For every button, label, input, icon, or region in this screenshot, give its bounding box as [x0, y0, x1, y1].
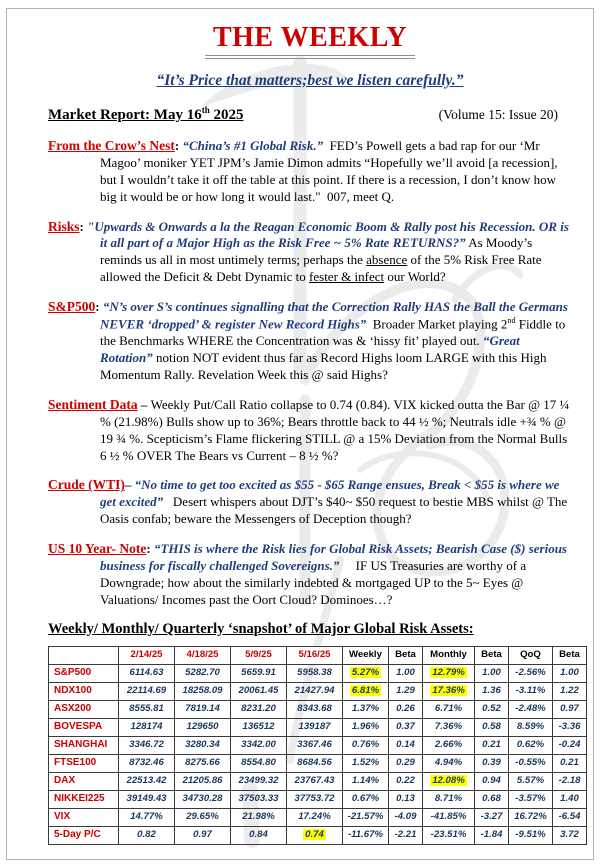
table-cell	[119, 736, 175, 754]
table-cell	[553, 736, 587, 754]
table-cell	[475, 790, 509, 808]
cell-value: 136512	[242, 720, 275, 732]
cell-value: -2.48%	[515, 702, 546, 714]
table-cell	[509, 700, 553, 718]
section-separator: :	[146, 541, 154, 557]
cell-value: -3.27	[480, 810, 503, 822]
cell-value: -3.36	[558, 720, 581, 732]
row-label: SHANGHAI	[49, 736, 119, 754]
cell-value: 3346.72	[129, 738, 164, 750]
cell-value: 1.00	[396, 666, 415, 678]
table-cell	[343, 700, 389, 718]
table-cell	[389, 736, 423, 754]
cell-value: 0.82	[137, 828, 156, 840]
cell-value: 20061.45	[238, 684, 279, 696]
row-label: 5-Day P/C	[49, 826, 119, 844]
table-cell	[231, 682, 287, 700]
cell-value: 37753.72	[294, 792, 335, 804]
table-cell	[231, 808, 287, 826]
table-cell	[509, 754, 553, 772]
table-cell	[553, 718, 587, 736]
cell-value: -3.11%	[515, 684, 546, 696]
section-separator: –	[137, 396, 151, 412]
table-body	[49, 664, 587, 844]
table-cell	[231, 772, 287, 790]
column-header: Beta	[553, 646, 587, 664]
cell-value: 22114.69	[126, 684, 167, 696]
row-label: S&P500	[49, 664, 119, 682]
table-cell	[423, 790, 475, 808]
column-header: QoQ	[509, 646, 553, 664]
table-cell	[343, 718, 389, 736]
table-cell	[423, 736, 475, 754]
table-cell	[423, 718, 475, 736]
table-cell	[553, 664, 587, 682]
cell-value: 23499.32	[238, 774, 279, 786]
text-segment-plain: Fiddle to the Benchmarks WHERE the Concentration was & ‘hissy fit’ played out.	[100, 316, 569, 349]
text-segment-quote: “N’s over S’s continues signalling that the Correction Rally HAS the Ball the Germans NEVER ‘dropped’ & register New Record Highs”	[100, 299, 572, 332]
table-cell	[231, 736, 287, 754]
cell-value: -41.85%	[430, 810, 467, 822]
text-segment-quote: “China’s #1 Global Risk.”	[182, 138, 324, 153]
cell-value: 1.00	[482, 666, 501, 678]
cell-value: 18258.09	[182, 684, 223, 696]
table-row	[49, 754, 587, 772]
table-cell	[389, 700, 423, 718]
cell-value: 128174	[130, 720, 163, 732]
text-segment-plain: notion NOT evident thus far as Record Highs loom LARGE with this High Momentum Rally. Revelation Week this @ said Highs?	[100, 350, 550, 383]
table-row	[49, 826, 587, 844]
cell-value: 0.67%	[351, 792, 380, 804]
cell-value: 34730.28	[182, 792, 223, 804]
text-segment-quote: “THIS is where the Risk lies for Global Risk Assets; Bearish Case ($) serious business for fiscally challenged Sovereigns.”	[100, 541, 571, 574]
table-cell	[287, 808, 343, 826]
table-cell	[287, 736, 343, 754]
text-segment-underline: absence	[366, 252, 408, 268]
cell-value: 5.57%	[516, 774, 545, 786]
cell-value: 5659.91	[241, 666, 276, 678]
cell-value: 23767.43	[294, 774, 335, 786]
cell-value: 39149.43	[126, 792, 167, 804]
section-risks	[48, 218, 572, 287]
cell-value: 0.21	[560, 756, 579, 768]
text-segment-plain: Broader Market playing 2	[366, 316, 508, 332]
section-sp500	[48, 298, 572, 384]
table-cell	[119, 790, 175, 808]
table-cell	[423, 682, 475, 700]
table-cell	[119, 682, 175, 700]
table-cell	[553, 808, 587, 826]
cell-value: 1.00	[560, 666, 579, 678]
cell-value: -2.18	[558, 774, 581, 786]
table-cell	[343, 772, 389, 790]
cell-value: -11.67%	[347, 828, 384, 840]
table-cell	[287, 754, 343, 772]
table-cell	[343, 736, 389, 754]
cell-value: 37503.33	[238, 792, 279, 804]
cell-value: 0.29	[396, 756, 415, 768]
cell-value: -23.51%	[430, 828, 467, 840]
highlighted-value: 12.79%	[432, 666, 465, 678]
cell-value: 8275.66	[185, 756, 220, 768]
cell-value: 8554.80	[241, 756, 276, 768]
cell-value: 1.22	[560, 684, 579, 696]
table-cell	[389, 772, 423, 790]
tagline-text: “It’s Price that matters;best we listen carefully.”	[156, 72, 464, 89]
table-cell	[231, 664, 287, 682]
cell-value: 1.96%	[351, 720, 380, 732]
table-cell	[509, 664, 553, 682]
cell-value: 6.71%	[434, 702, 463, 714]
table-cell	[423, 664, 475, 682]
cell-value: 22513.42	[126, 774, 167, 786]
page-title: THE WEEKLY	[205, 22, 415, 59]
table-cell	[119, 754, 175, 772]
table-cell	[119, 826, 175, 844]
table-cell	[287, 682, 343, 700]
cell-value: 0.68	[482, 792, 501, 804]
cell-value: -1.84	[480, 828, 503, 840]
cell-value: 8.71%	[434, 792, 463, 804]
column-header: Weekly	[343, 646, 389, 664]
cell-value: -4.09	[394, 810, 417, 822]
cell-value: 0.22	[396, 774, 415, 786]
table-title: Weekly/ Monthly/ Quarterly ‘snapshot’ of Major Global Risk Assets:	[48, 620, 474, 637]
cell-value: 7819.14	[185, 702, 220, 714]
table-cell	[175, 700, 231, 718]
table-row	[49, 682, 587, 700]
cell-value: 7.36%	[434, 720, 463, 732]
table-cell	[287, 664, 343, 682]
highlighted-value: 6.81%	[351, 684, 380, 696]
table-cell	[175, 718, 231, 736]
table-cell	[343, 682, 389, 700]
text-segment-quote: “Great Rotation”	[100, 333, 524, 366]
cell-value: 5958.38	[297, 666, 332, 678]
cell-value: 14.77%	[130, 810, 163, 822]
risk-assets-table	[48, 646, 587, 845]
highlighted-value: 17.36%	[432, 684, 465, 696]
cell-value: -2.21	[394, 828, 417, 840]
table-cell	[509, 772, 553, 790]
table-cell	[287, 772, 343, 790]
cell-value: 0.58	[482, 720, 501, 732]
cell-value: 0.94	[482, 774, 501, 786]
table-row	[49, 790, 587, 808]
table-cell	[475, 826, 509, 844]
report-header-row	[48, 105, 572, 124]
table-row	[49, 700, 587, 718]
cell-value: 0.26	[396, 702, 415, 714]
table-cell	[423, 772, 475, 790]
table-cell	[175, 682, 231, 700]
table-corner-cell	[49, 646, 119, 664]
text-segment-underline: fester & infect	[309, 269, 385, 285]
cell-value: 8343.68	[297, 702, 332, 714]
tagline	[48, 72, 572, 90]
row-label: ASX200	[49, 700, 119, 718]
table-cell	[509, 826, 553, 844]
table-cell	[119, 664, 175, 682]
table-cell	[287, 718, 343, 736]
table-cell	[389, 826, 423, 844]
cell-value: 3280.34	[185, 738, 220, 750]
row-label: FTSE100	[49, 754, 119, 772]
section-separator: :	[95, 299, 103, 315]
table-row	[49, 736, 587, 754]
table-cell	[553, 700, 587, 718]
table-cell	[475, 664, 509, 682]
text-segment-sup: nd	[507, 316, 516, 326]
cell-value: 8.59%	[516, 720, 545, 732]
text-segment-plain: Weekly Put/Call Ratio collapse to 0.74 (0.84). VIX kicked outta the Bar @ 17 ¼ % (21.98%) Bulls show up to 36%; Bears throttle back to 44 ½ %; Neutrals idle +¾ % @ 19 ¾ %. Scepticism’s Flame flickering STILL @ a 15% Deviation from the Normal Bulls 6 ½ % OVER The Bears vs Current – 8 ½ %?	[100, 396, 573, 463]
column-header: Monthly	[423, 646, 475, 664]
table-cell	[119, 808, 175, 826]
table-cell	[475, 772, 509, 790]
table-header-row	[49, 646, 587, 664]
table-cell	[287, 790, 343, 808]
cell-value: 1.37%	[351, 702, 380, 714]
table-cell	[175, 772, 231, 790]
section-crude-wti	[48, 476, 572, 528]
table-cell	[509, 682, 553, 700]
table-cell	[175, 790, 231, 808]
section-separator: –	[124, 477, 135, 493]
table-cell	[389, 718, 423, 736]
table-cell	[231, 826, 287, 844]
table-cell	[509, 736, 553, 754]
column-header: 2/14/25	[119, 646, 175, 664]
table-row	[49, 718, 587, 736]
cell-value: 129650	[186, 720, 219, 732]
column-header: Beta	[475, 646, 509, 664]
table-cell	[343, 808, 389, 826]
table-cell	[343, 790, 389, 808]
cell-value: 21.98%	[242, 810, 275, 822]
cell-value: 0.14	[396, 738, 415, 750]
highlighted-value: 5.27%	[351, 666, 380, 678]
cell-value: -0.55%	[515, 756, 546, 768]
cell-value: -3.57%	[515, 792, 546, 804]
section-separator: :	[174, 138, 183, 153]
cell-value: 6114.63	[129, 666, 164, 678]
table-cell	[231, 700, 287, 718]
row-label: NIKKEI225	[49, 790, 119, 808]
table-cell	[423, 826, 475, 844]
cell-value: 0.13	[396, 792, 415, 804]
section-heading: US 10 Year- Note	[48, 541, 147, 557]
table-row	[49, 808, 587, 826]
highlighted-value: 12.08%	[432, 774, 465, 786]
cell-value: 0.76%	[351, 738, 380, 750]
cell-value: 17.24%	[298, 810, 331, 822]
table-cell	[475, 718, 509, 736]
cell-value: 0.84	[249, 828, 268, 840]
table-cell	[389, 754, 423, 772]
section-sentiment-data	[48, 396, 572, 465]
table-row	[49, 664, 587, 682]
cell-value: 1.40	[560, 792, 579, 804]
volume-issue-label: (Volume 15: Issue 20)	[438, 107, 558, 122]
table-cell	[553, 826, 587, 844]
column-header: 5/9/25	[231, 646, 287, 664]
table-cell	[175, 808, 231, 826]
highlighted-value: 0.74	[305, 828, 324, 840]
report-date-heading: Market Report: May 16th 2025	[48, 105, 244, 123]
text-segment-plain: Desert whispers about DJT’s $40~ $50 request to bestie MBS whilst @ The Oasis confab; beware the Messengers of Deception though?	[100, 494, 571, 527]
text-segment-plain: our World?	[384, 269, 446, 285]
section-separator: :	[79, 218, 88, 234]
table-cell	[475, 808, 509, 826]
table-cell	[553, 682, 587, 700]
text-segment-plain: IF US Treasuries are worthy of a Downgrade; how about the similarly indebted & mortgaged UP to the 5~ Eyes @ Valuations/ Incomes past the Oort Cloud? Dominoes…?	[100, 558, 530, 607]
table-cell	[389, 808, 423, 826]
column-header: 5/16/25	[287, 646, 343, 664]
cell-value: 2.66%	[434, 738, 463, 750]
table-cell	[343, 754, 389, 772]
cell-value: 16.72%	[514, 810, 547, 822]
table-cell	[423, 700, 475, 718]
table-cell	[553, 790, 587, 808]
cell-value: -21.57%	[347, 810, 384, 822]
date-ordinal-suffix: th	[201, 105, 210, 115]
table-cell	[175, 664, 231, 682]
table-cell	[119, 700, 175, 718]
table-cell	[423, 808, 475, 826]
cell-value: 0.39	[482, 756, 501, 768]
table-cell	[175, 826, 231, 844]
table-cell	[343, 664, 389, 682]
table-cell	[475, 682, 509, 700]
section-heading: Crude (WTI)	[48, 477, 125, 493]
cell-value: 1.29	[396, 684, 415, 696]
row-label: DAX	[49, 772, 119, 790]
cell-value: 0.21	[482, 738, 501, 750]
cell-value: 0.37	[396, 720, 415, 732]
table-cell	[389, 790, 423, 808]
cell-value: 1.14%	[351, 774, 380, 786]
cell-value: 5282.70	[185, 666, 220, 678]
section-heading: From the Crow’s Nest	[48, 138, 175, 153]
table-cell	[175, 754, 231, 772]
table-cell	[287, 700, 343, 718]
cell-value: -9.51%	[515, 828, 546, 840]
section-heading: Risks	[48, 218, 80, 234]
cell-value: 3.72	[560, 828, 579, 840]
section-heading: Sentiment Data	[48, 396, 138, 412]
cell-value: 0.97	[560, 702, 579, 714]
table-cell	[553, 772, 587, 790]
text-segment-quote: "Upwards & Onwards a la the Reagan Economic Boom & Rally post his Recession. OR is it all part of a Major High as the Risk Free ~ 5% Rate RETURNS?”	[87, 218, 573, 251]
cell-value: 8732.46	[129, 756, 164, 768]
table-cell	[343, 826, 389, 844]
cell-value: 21427.94	[294, 684, 335, 696]
row-label: BOVESPA	[49, 718, 119, 736]
cell-value: 8684.56	[297, 756, 332, 768]
row-label: VIX	[49, 808, 119, 826]
cell-value: 4.94%	[434, 756, 463, 768]
table-cell	[231, 790, 287, 808]
text-segment-quote: “No time to get too excited as $55 - $65 Range ensues, Break < $55 is where we get excited”	[100, 477, 563, 510]
column-header: Beta	[389, 646, 423, 664]
section-us-10-year-note	[48, 540, 572, 609]
cell-value: 3342.00	[241, 738, 276, 750]
cell-value: 1.52%	[351, 756, 380, 768]
row-label: NDX100	[49, 682, 119, 700]
section-heading: S&P500	[48, 299, 96, 315]
cell-value: 0.62%	[516, 738, 545, 750]
table-cell	[509, 718, 553, 736]
table-cell	[553, 754, 587, 772]
cell-value: -2.56%	[515, 666, 546, 678]
table-cell	[509, 808, 553, 826]
table-cell	[475, 700, 509, 718]
table-cell	[509, 790, 553, 808]
cell-value: 1.36	[482, 684, 501, 696]
table-cell	[175, 736, 231, 754]
table-cell	[231, 754, 287, 772]
table-cell	[475, 736, 509, 754]
table-cell	[475, 754, 509, 772]
cell-value: 3367.46	[297, 738, 332, 750]
cell-value: 8231.20	[241, 702, 276, 714]
table-cell	[423, 754, 475, 772]
table-cell	[119, 772, 175, 790]
cell-value: 8555.81	[129, 702, 164, 714]
cell-value: 21205.86	[182, 774, 223, 786]
cell-value: 29.65%	[186, 810, 219, 822]
table-cell	[231, 718, 287, 736]
table-cell	[389, 682, 423, 700]
cell-value: 0.52	[482, 702, 501, 714]
text-segment-plain: FED’s Powell gets a bad rap for our ‘Mr Magoo’ moniker YET JPM’s Jamie Dimon admits “Hopefully we’ll avoid [a recession], but I wouldn’t take it off the table at this point. If there is a recession, I don’t know how big it would be or how long it would last." 007, meet Q.	[100, 138, 561, 204]
table-cell	[389, 664, 423, 682]
table-row	[49, 772, 587, 790]
cell-value: 139187	[298, 720, 331, 732]
cell-value: -0.24	[558, 738, 581, 750]
cell-value: -6.54	[558, 810, 581, 822]
sections	[48, 137, 572, 609]
column-header: 4/18/25	[175, 646, 231, 664]
text-segment-plain: As Moody’s reminds us all in most untimely terms; perhaps the	[100, 235, 536, 268]
table-cell	[287, 826, 343, 844]
table-cell	[119, 718, 175, 736]
section-crows-nest	[48, 137, 572, 206]
cell-value: 0.97	[193, 828, 212, 840]
text-segment-plain: of the 5% Risk Free Rate allowed the Deficit & Debt Dynamic to	[100, 252, 545, 285]
